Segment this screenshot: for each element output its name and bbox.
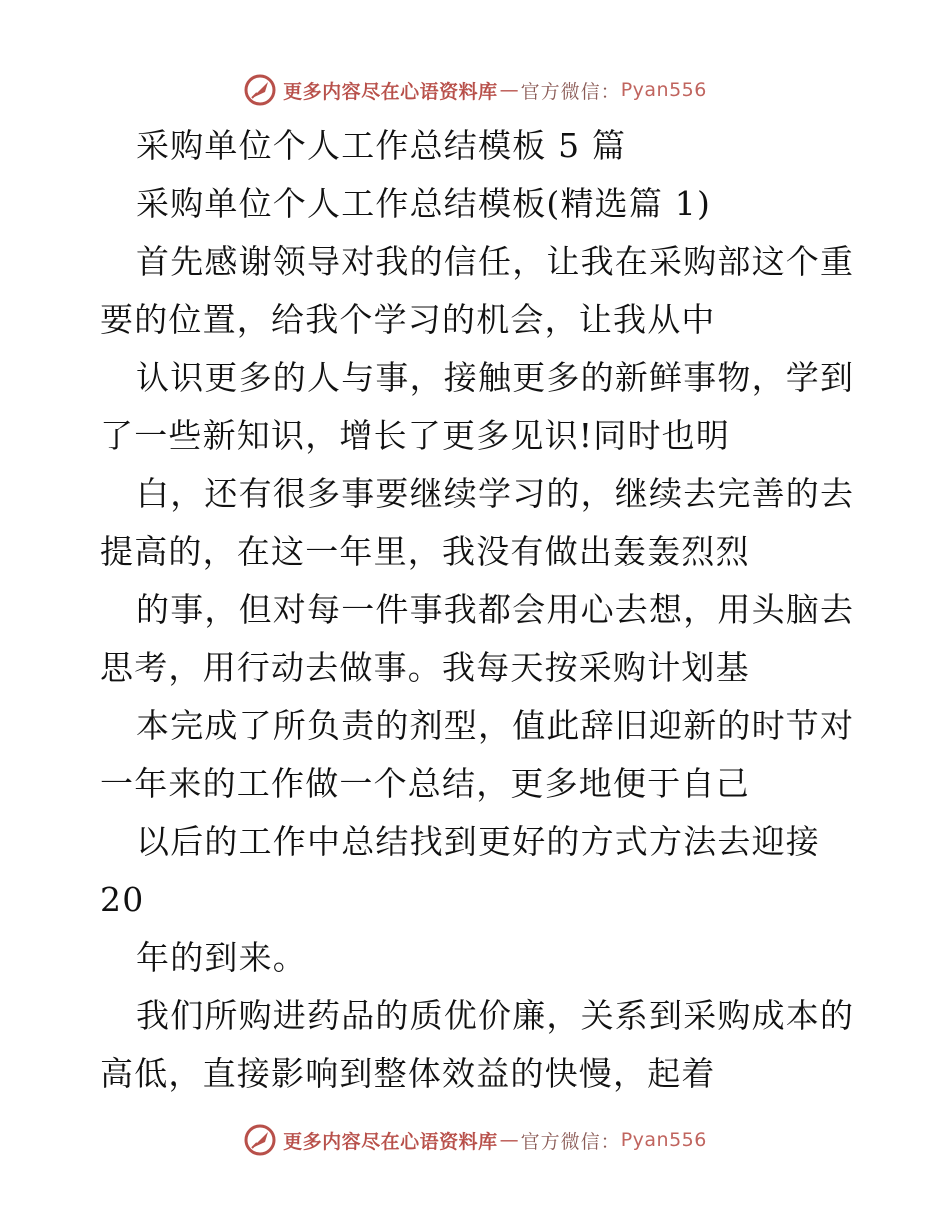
watermark-sub-text: 官方微信： — [520, 1130, 621, 1153]
watermark-wechat-id: Pyan556 — [620, 1129, 707, 1151]
footer-watermark — [0, 1120, 950, 1160]
paragraph-line: 提高的，在这一年里，我没有做出轰轰烈烈 — [100, 532, 750, 571]
paragraph-line: 年的到来。 — [136, 938, 307, 977]
paragraph-line: 认识更多的人与事，接触更多的新鲜事物，学到 — [136, 358, 855, 397]
paragraph-line: 白，还有很多事要继续学习的，继续去完善的去 — [136, 474, 855, 513]
paragraph-line: 以后的工作中总结找到更好的方式方法去迎接 — [136, 822, 820, 861]
paragraph-line: 的事，但对每一件事我都会用心去想，用头脑去 — [136, 590, 855, 629]
paragraph-line: 我们所购进药品的质优价廉，关系到采购成本的 — [136, 996, 855, 1035]
header-watermark — [0, 70, 950, 110]
watermark-main-text: 更多内容尽在心语资料库 — [283, 80, 498, 103]
document-title: 采购单位个人工作总结模板 5 篇 — [136, 126, 627, 165]
watermark-main-text: 更多内容尽在心语资料库 — [283, 1130, 498, 1153]
quill-seal-icon — [243, 73, 277, 107]
paragraph-line: 高低，直接影响到整体效益的快慢，起着 — [100, 1054, 716, 1093]
paragraph-line: 20 — [100, 880, 145, 919]
watermark-dash: — — [499, 79, 519, 101]
paragraph-line: 首先感谢领导对我的信任，让我在采购部这个重 — [136, 242, 855, 281]
paragraph-line: 本完成了所负责的剂型，值此辞旧迎新的时节对 — [136, 706, 855, 745]
paragraph-line: 要的位置，给我个学习的机会，让我从中 — [100, 300, 716, 339]
paragraph-line: 思考，用行动去做事。我每天按采购计划基 — [100, 648, 750, 687]
watermark-sub-text: 官方微信： — [520, 80, 621, 103]
watermark-wechat-id: Pyan556 — [620, 79, 707, 101]
quill-seal-icon — [243, 1123, 277, 1157]
section-heading: 采购单位个人工作总结模板(精选篇 1) — [136, 184, 712, 223]
watermark-dash: — — [499, 1129, 519, 1151]
paragraph-line: 一年来的工作做一个总结，更多地便于自己 — [100, 764, 750, 803]
paragraph-line: 了一些新知识，增长了更多见识!同时也明 — [100, 416, 731, 455]
